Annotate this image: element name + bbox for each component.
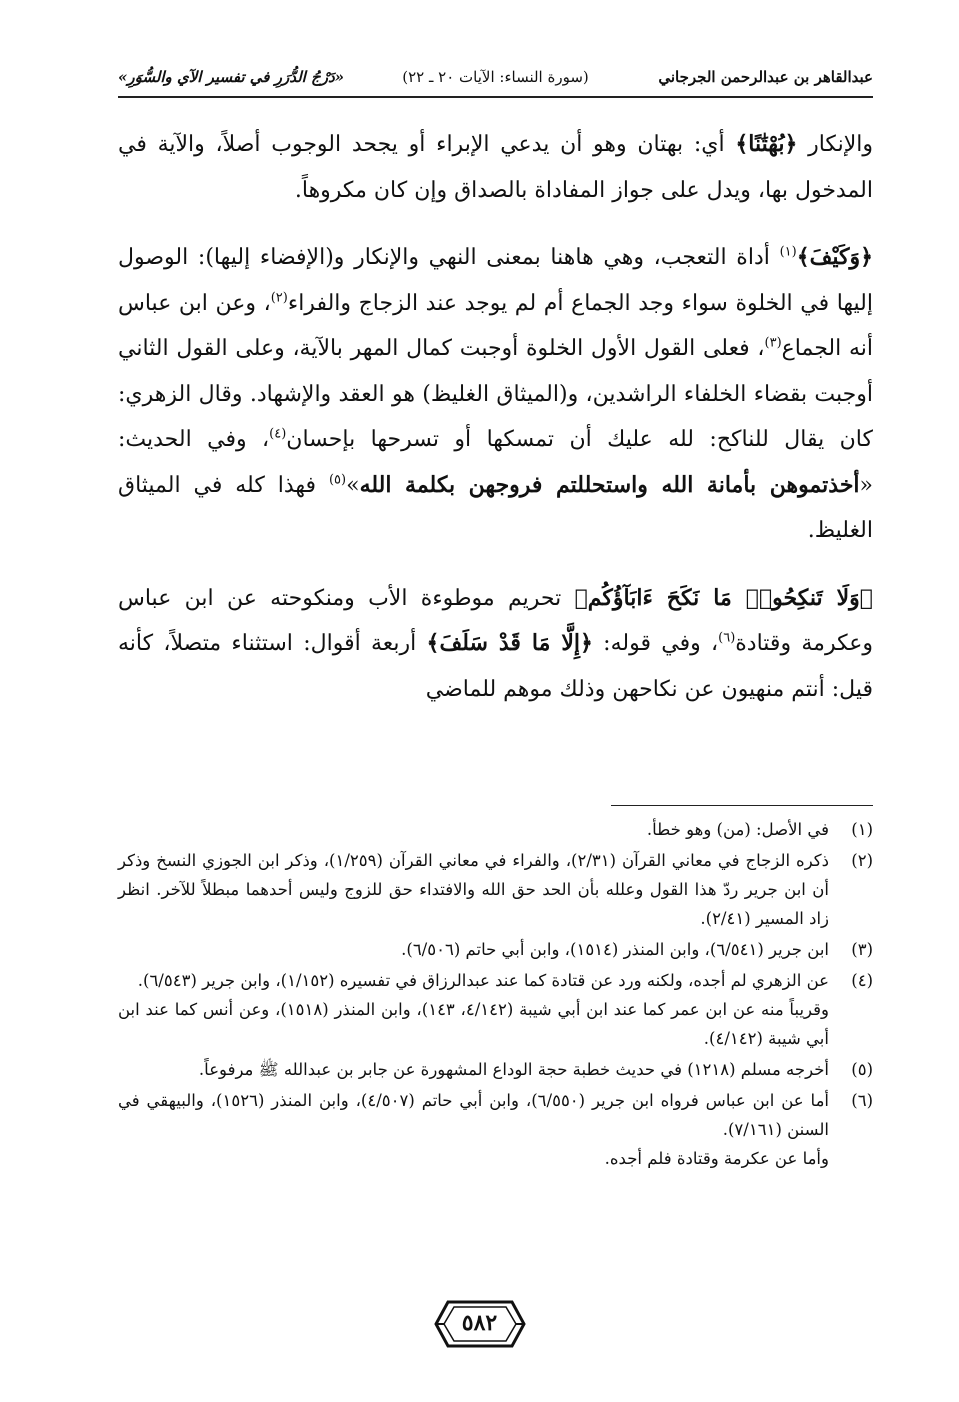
footnote-ref-2[interactable]: (٢) xyxy=(270,290,288,306)
header-author: عبدالقاهر بن عبدالرحمن الجرجاني xyxy=(658,68,873,86)
footnote-ref-6[interactable]: (٦) xyxy=(718,630,736,646)
p2-verse: ﴿وَكَيْفَ﴾ xyxy=(796,244,873,270)
paragraph-3 xyxy=(118,576,873,713)
footnote-number: (٣) xyxy=(851,940,873,959)
footnote-1 xyxy=(118,815,873,844)
footnote-text-continued: وأما عن عكرمة وقتادة فلم أجده. xyxy=(604,1149,829,1168)
header-book-title: «دَرْجُ الدُّرَرِ في تفسير الآي والسُّوَرِ» xyxy=(118,68,345,86)
hadith-quote: أخذتموهن بأمانة الله واستحللتم فروجهن بكلمة الله xyxy=(359,471,860,498)
footnote-number: (٦) xyxy=(851,1091,873,1110)
footnote-text: أخرجه مسلم (١٢١٨) في حديث خطبة حجة الوداع المشهورة عن جابر بن عبدالله ﷺ مرفوعاً. xyxy=(198,1060,829,1079)
p2-text-e: » xyxy=(346,472,360,498)
footnote-ref-3[interactable]: (٣) xyxy=(764,335,782,351)
footnote-5 xyxy=(118,1055,873,1084)
footnote-6 xyxy=(118,1086,873,1173)
main-text xyxy=(118,122,873,712)
footnote-number: (٢) xyxy=(851,851,873,870)
footnote-text: في الأصل: (من) وهو خطأ. xyxy=(646,820,829,839)
p3-text-a: تحريم موطوءة الأب ومنكوحته عن ابن عباس وعكرمة وقتادة xyxy=(118,585,873,656)
page-number-ornament xyxy=(434,1298,526,1350)
p2-text-f: فهذا كله في الميثاق الغليظ. xyxy=(118,472,873,543)
footnote-number: (٥) xyxy=(851,1060,873,1079)
footnote-ref-5[interactable]: (٥) xyxy=(328,472,347,488)
p2-text-a: أداة التعجب، وهي هاهنا بمعنى النهي والإنكار و(الإفضاء إليها): الوصول إليها في الخلوة سواء وجد الجماع أم لم يوجد عند الزجاج والفراء xyxy=(118,245,873,316)
p3-text-b: ، وفي قوله: xyxy=(592,631,719,656)
footnote-ref-4[interactable]: (٤) xyxy=(269,426,287,442)
running-header xyxy=(118,62,873,92)
footnote-text: عن الزهري لم أجده، ولكنه ورد عن قتادة كما عند عبدالرزاق في تفسيره (١/١٥٢)، وابن جرير (٦/٥٤٣). xyxy=(137,971,829,990)
footnote-divider xyxy=(611,805,873,806)
p1-text: أي: بهتان وهو أن يدعي الإبراء أو يجحد الوجوب أصلاً، والآية في المدخول بها، ويدل على جواز المفاداة بالصداق وإن كان مكروهاً. xyxy=(118,132,873,203)
paragraph-2 xyxy=(118,235,873,554)
footnote-2 xyxy=(118,846,873,933)
footnote-3 xyxy=(118,935,873,964)
paragraph-1 xyxy=(118,122,873,213)
footnote-4 xyxy=(118,966,873,1053)
footnote-text: أما عن ابن عباس فرواه ابن جرير (٦/٥٥٠)، وابن أبي حاتم (٤/٥٠٧)، وابن المنذر (١٥٢٦)، والبيهقي في السنن (٧/١٦١). xyxy=(118,1091,830,1139)
p1-lead: والإنكار xyxy=(797,132,873,157)
footnote-number: (٤) xyxy=(851,971,873,990)
p1-verse: ﴿بُهْتَٰنًا﴾ xyxy=(735,131,798,157)
p3-verse-2: ﴿إِلَّا مَا قَدْ سَلَفَ﴾ xyxy=(426,630,593,656)
p3-verse: ﴿وَلَا تَنكِحُوا۟ مَا نَكَحَ ءَابَآؤُكُم﴾ xyxy=(574,584,873,611)
footnote-text: ابن جرير (٦/٥٤١)، وابن المنذر (١٥١٤)، وابن أبي حاتم (٦/٥٠٦). xyxy=(401,940,829,959)
header-divider xyxy=(118,96,873,98)
footnote-ref-1[interactable]: (١) xyxy=(779,244,797,260)
footnote-text: ذكره الزجاج في معاني القرآن (٢/٣١)، والفراء في معاني القرآن (١/٢٥٩)، وذكر ابن الجوزي النسخ وذكر أن ابن جرير ردّ هذا القول وعلله بأن الحد حق الله والافتداء حق للزوج وليس أحدهما مبطلاً للآخر. انظر زاد المسير (٢/٤١). xyxy=(118,851,830,928)
footnote-number: (١) xyxy=(851,820,873,839)
p2-text-d: ، وفي الحديث: « xyxy=(118,427,874,498)
p3-text-c: أربعة أقوال: استثناء متصلاً، كأنه قيل: أنتم منهيون عن نكاحهن وذلك موهم للماضي xyxy=(118,631,873,702)
footnote-text-continued: وقريباً منه عن ابن عمر كما عند ابن أبي شيبة (٤/١٤٢، ١٤٣)، وابن المنذر (١٥١٨)، وعن أنس كما عند ابن أبي شيبة (٤/١٤٢). xyxy=(118,1000,829,1048)
p2-text-b: ، وعن ابن عباس أنه الجماع xyxy=(118,290,873,361)
header-surah-range: (سورة النساء: الآيات ٢٠ ـ ٢٢) xyxy=(402,68,589,86)
page-number: ٥٨٢ xyxy=(461,1310,498,1336)
p2-text-c: ، فعلى القول الأول الخلوة أوجبت كمال المهر بالآية، وعلى القول الثاني أوجبت بقضاء الخلفاء الراشدين، و(الميثاق الغليظ) هو العقد والإشهاد. وقال الزهري: كان يقال للناكح: لله عليك أن تمسكها أو تسرحها بإحسان xyxy=(118,336,873,452)
footnotes xyxy=(118,815,873,1175)
